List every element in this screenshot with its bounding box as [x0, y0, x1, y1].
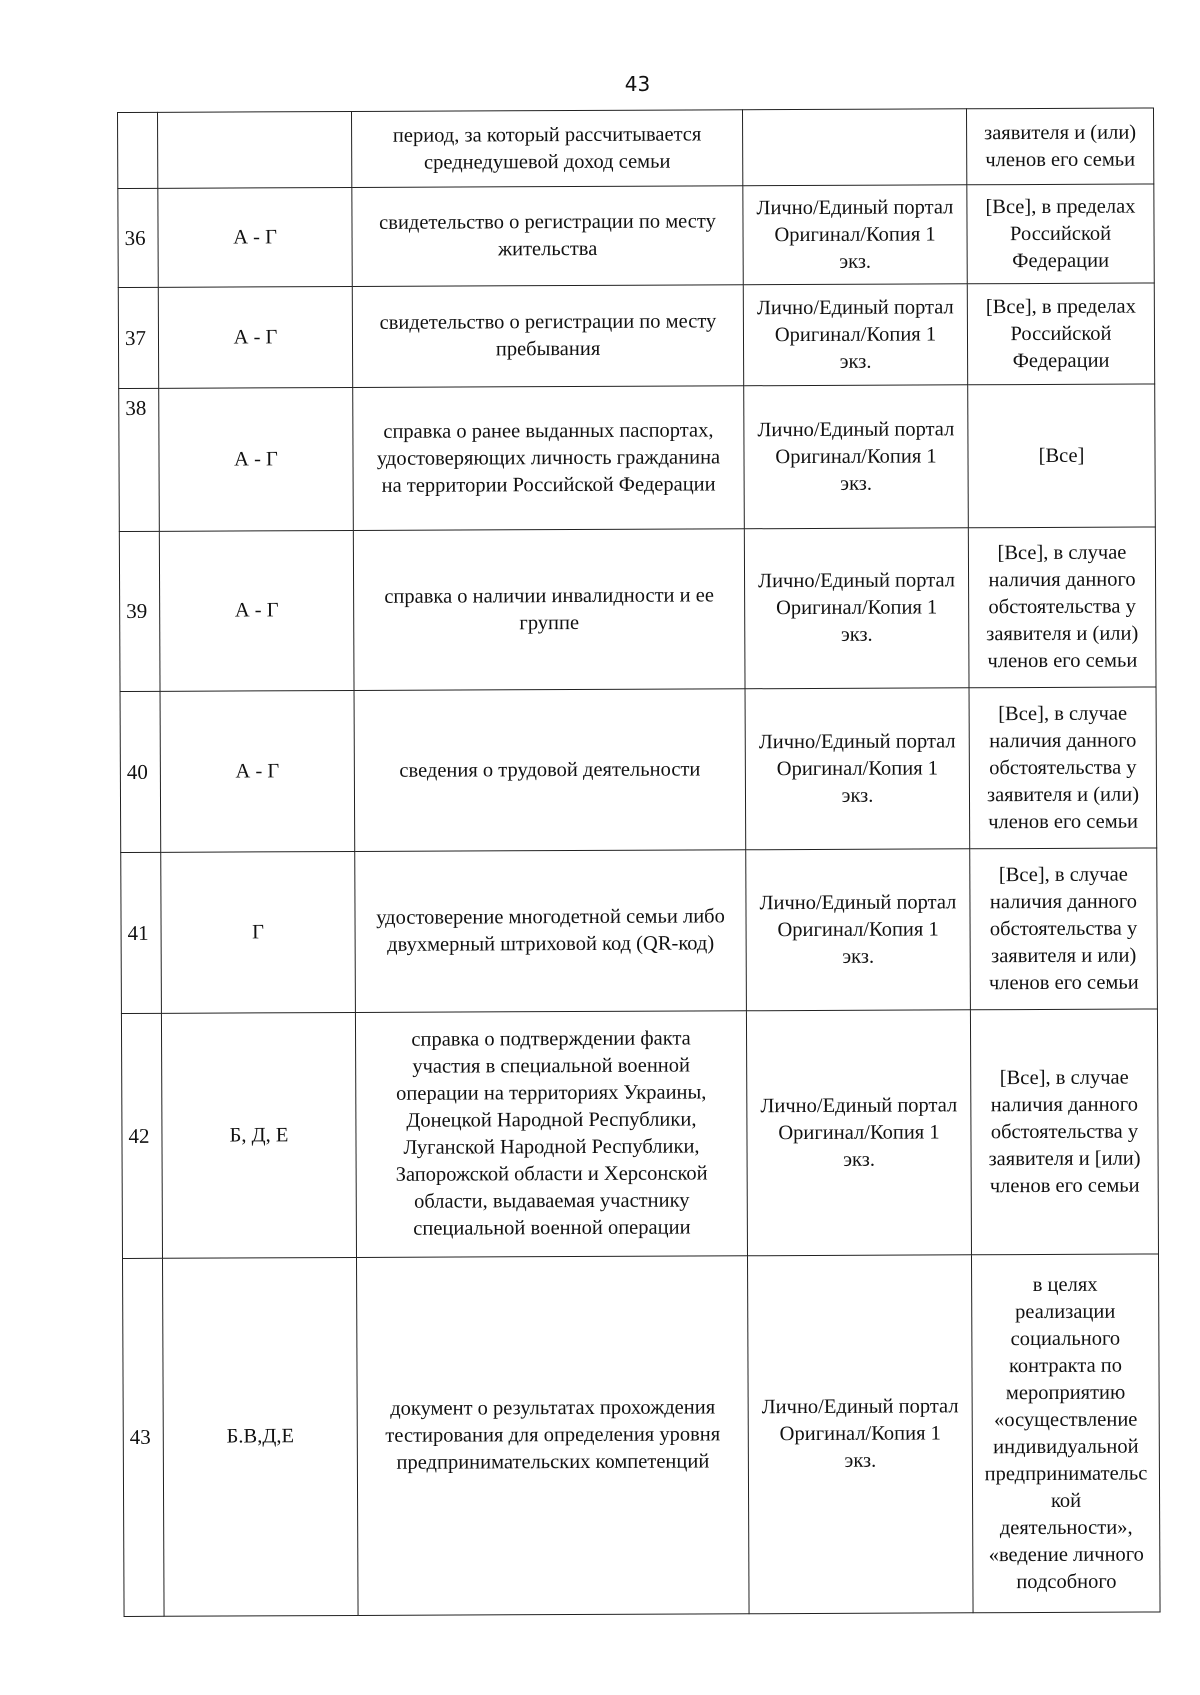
row-number: 42 [121, 1013, 162, 1258]
applicant-group: А - Г [159, 387, 354, 531]
submission-condition: [Все], в случае наличия данного обстоятельства у заявителя и (или) членов его семьи [968, 527, 1156, 688]
document-name: справка о подтверждении факта участия в специальной военной операции на территориях Украины, Донецкой Народной Республики, Луганской Народной Республики, Запорожской области и Херсонской области, выдаваемая участнику специальной военной операции [355, 1011, 747, 1258]
table-row [119, 527, 1156, 692]
applicant-group: Б.В,Д,Е [163, 1257, 359, 1616]
applicant-group [158, 111, 352, 188]
row-number: 41 [121, 852, 162, 1013]
submission-condition: [Все] [968, 384, 1156, 528]
document-name: документ о результатах прохождения тестирования для определения уровня предпринимательских компетенций [357, 1256, 750, 1616]
submission-method: Лично/Единый портал Оригинал/Копия 1 экз. [747, 1255, 973, 1614]
submission-method: Лично/Единый портал Оригинал/Копия 1 экз. [744, 385, 969, 529]
submission-condition: заявителя и (или) членов его семьи [966, 108, 1153, 185]
submission-method: Лично/Единый портал Оригинал/Копия 1 экз. [746, 1010, 971, 1256]
row-number: 37 [118, 287, 158, 388]
table-row [121, 848, 1158, 1014]
document-name: удостоверение многодетной семьи либо двухмерный штриховой код (QR-код) [355, 850, 747, 1013]
submission-condition: в целях реализации социального контракта по мероприятию «осуществление индивидуальной предпринимательс кой деятельности», «ведение личного подсобного [971, 1254, 1160, 1613]
table-row [118, 184, 1154, 288]
applicant-group: Б, Д, Е [161, 1012, 356, 1258]
table-row-continuation [118, 108, 1154, 189]
submission-method: Лично/Единый портал Оригинал/Копия 1 экз. [744, 528, 969, 689]
submission-method: Лично/Единый портал Оригинал/Копия 1 экз. [745, 688, 970, 850]
page-number: 43 [624, 72, 651, 96]
row-number: 38 [119, 388, 160, 531]
table-row [121, 1009, 1158, 1259]
document-name: справка о ранее выданных паспортах, удостоверяющих личность гражданина на территории Российской Федерации [353, 386, 745, 531]
table-row [119, 384, 1156, 532]
submission-method [742, 109, 966, 186]
table-row [118, 283, 1154, 389]
applicant-group: А - Г [158, 286, 352, 388]
applicant-group: А - Г [158, 187, 352, 287]
submission-method: Лично/Единый портал Оригинал/Копия 1 экз. [743, 284, 967, 386]
document-name: свидетельство о регистрации по месту пребывания [352, 285, 743, 388]
row-number [118, 112, 158, 188]
row-number: 40 [120, 691, 161, 852]
submission-method: Лично/Единый портал Оригинал/Копия 1 экз. [743, 185, 967, 285]
row-number: 36 [118, 188, 158, 287]
document-name: сведения о трудовой деятельности [354, 689, 746, 852]
submission-method: Лично/Единый портал Оригинал/Копия 1 экз. [746, 849, 971, 1011]
row-number: 39 [119, 531, 160, 691]
applicant-group: А - Г [159, 530, 354, 691]
submission-condition: [Все], в пределах Российской Федерации [967, 283, 1154, 385]
table-row [123, 1254, 1161, 1617]
submission-condition: [Все], в случае наличия данного обстоятельства у заявителя и или) членов его семьи [970, 848, 1158, 1010]
document-name: свидетельство о регистрации по месту жительства [352, 186, 743, 287]
table-row [120, 687, 1157, 853]
documents-table [117, 107, 1161, 1617]
applicant-group: Г [161, 851, 356, 1013]
submission-condition: [Все], в пределах Российской Федерации [967, 184, 1154, 284]
document-name: справка о наличии инвалидности и ее группе [353, 529, 745, 691]
row-number: 43 [123, 1258, 165, 1616]
submission-condition: [Все], в случае наличия данного обстоятельства у заявителя и (или) членов его семьи [969, 687, 1157, 849]
submission-condition: [Все], в случае наличия данного обстоятельства у заявителя и [или) членов его семьи [970, 1009, 1158, 1255]
document-name: период, за который рассчитывается среднедушевой доход семьи [351, 110, 742, 188]
applicant-group: А - Г [160, 690, 355, 852]
